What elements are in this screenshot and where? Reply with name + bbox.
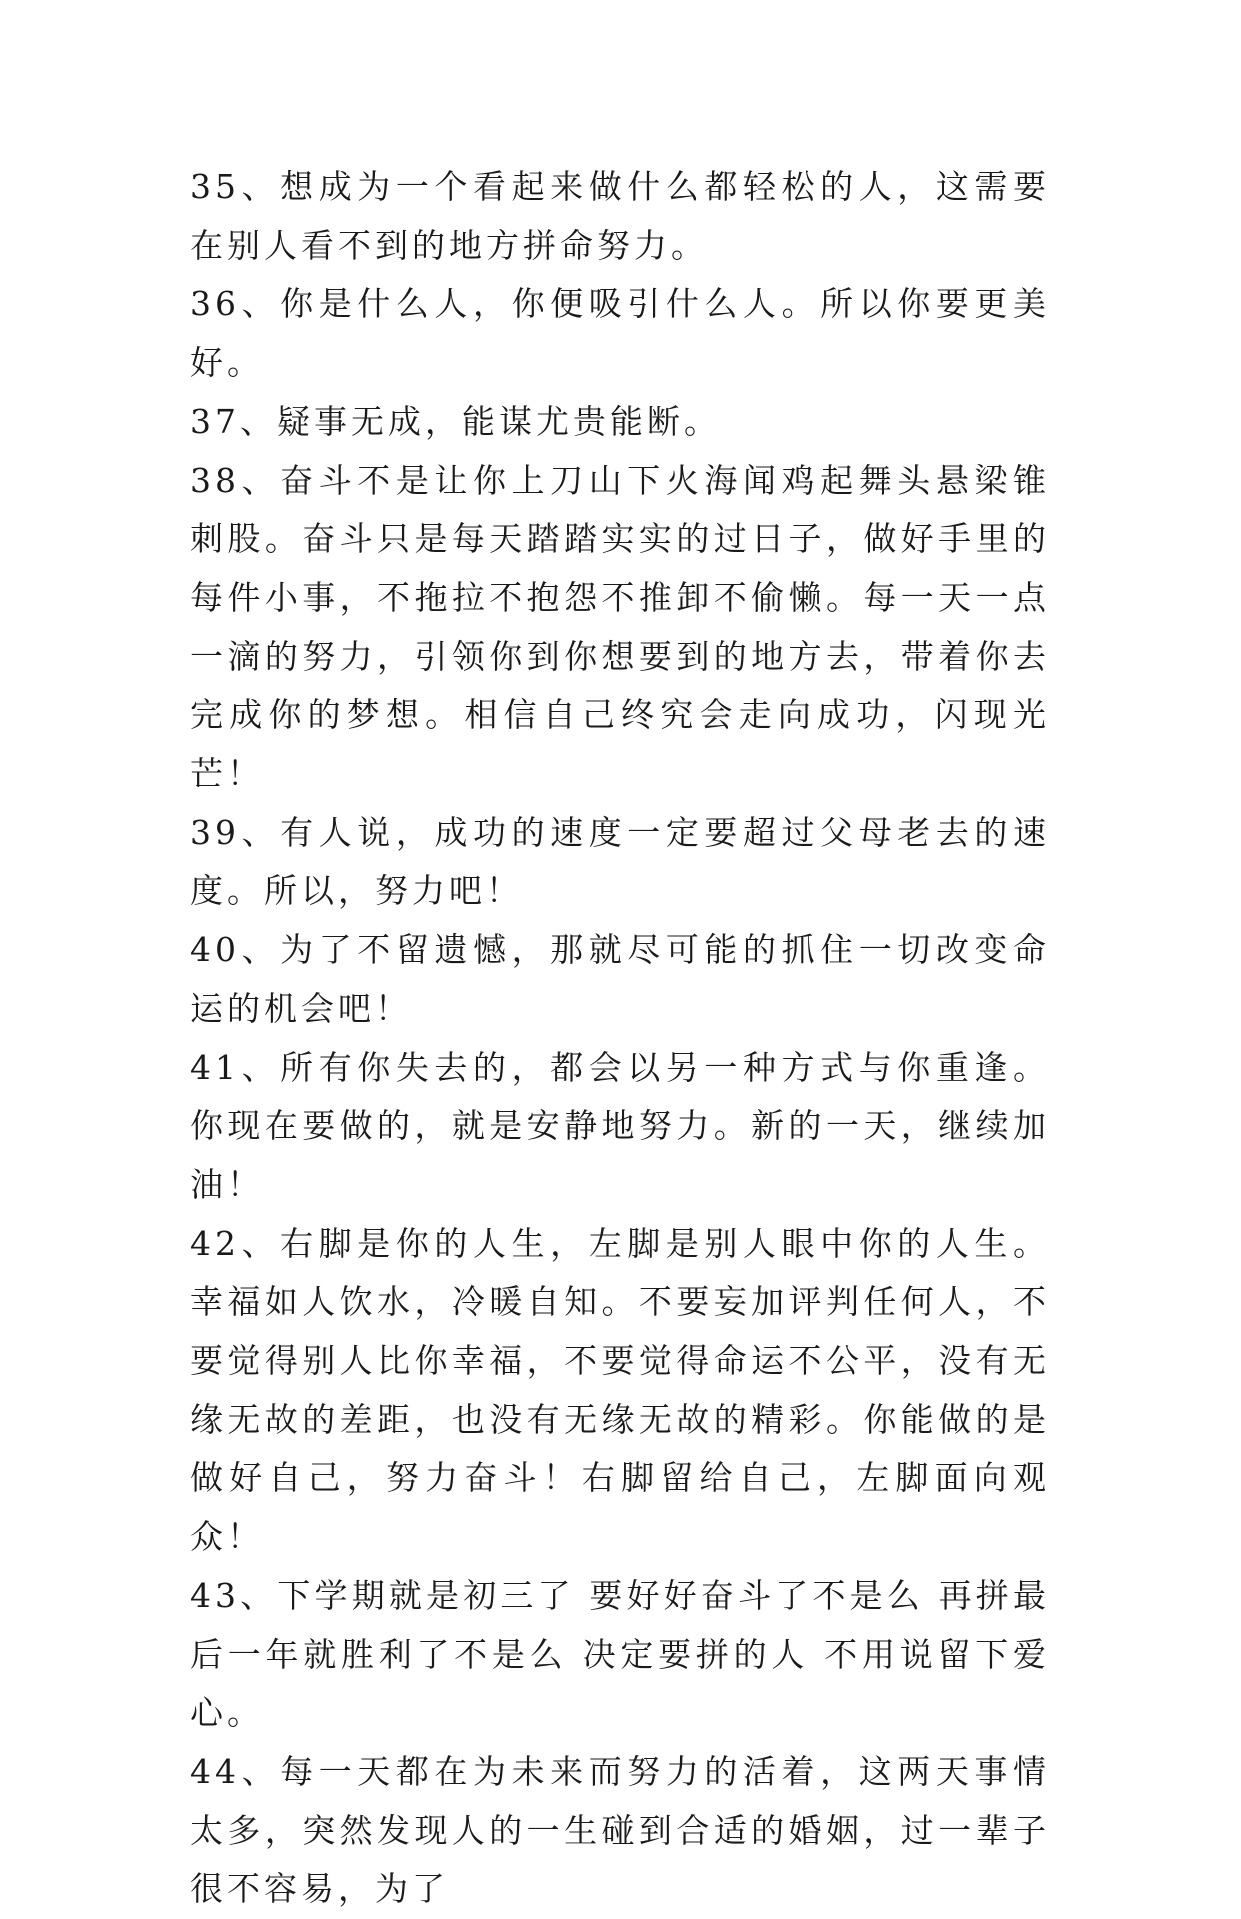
paragraph-43: 43、下学期就是初三了 要好好奋斗了不是么 再拼最后一年就胜利了不是么 决定要拼的人 不用说留下爱心。: [190, 1575, 1050, 1733]
paragraph-38: 38、奋斗不是让你上刀山下火海闻鸡起舞头悬梁锥刺股。奋斗只是每天踏踏实实的过日子，做好手里的每件小事，不拖拉不抱怨不推卸不偷懒。每一天一点一滴的努力，引领你到你想要到的地方去，带着你去完成你的梦想。相信自己终究会走向成功，闪现光芒！: [190, 460, 1050, 794]
paragraph-36: 36、你是什么人，你便吸引什么人。所以你要更美好。: [190, 284, 1050, 383]
paragraph-40: 40、为了不留遗憾，那就尽可能的抓住一切改变命运的机会吧！: [190, 930, 1050, 1028]
document-body: [190, 158, 1050, 1919]
paragraph-39: 39、有人说，成功的速度一定要超过父母老去的速度。所以，努力吧！: [190, 812, 1050, 911]
paragraph-42: 42、右脚是你的人生，左脚是别人眼中你的人生。幸福如人饮水，冷暖自知。不要妄加评判任何人，不要觉得别人比你幸福，不要觉得命运不公平，没有无缘无故的差距，也没有无缘无故的精彩。你能做的是做好自己，努力奋斗！右脚留给自己，左脚面向观众！: [190, 1223, 1050, 1557]
paragraph-37: 37、疑事无成，能谋尤贵能断。: [190, 401, 721, 441]
paragraph-35: 35、想成为一个看起来做什么都轻松的人，这需要在别人看不到的地方拼命努力。: [190, 167, 1050, 265]
paragraph-44: 44、每一天都在为未来而努力的活着，这两天事情太多，突然发现人的一生碰到合适的婚姻，过一辈子很不容易，为了: [190, 1751, 1050, 1909]
paragraph-41: 41、所有你失去的，都会以另一种方式与你重逢。你现在要做的，就是安静地努力。新的一天，继续加油！: [190, 1047, 1050, 1204]
